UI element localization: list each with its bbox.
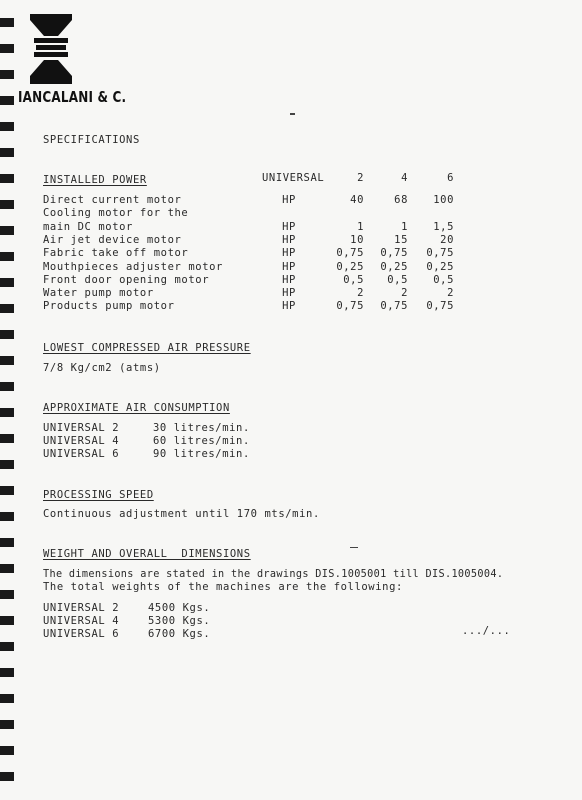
air-pressure-value: 7/8 Kg/cm2 (atms) [43, 362, 161, 374]
power-row-value-4: 68 [394, 194, 408, 206]
binder-hole-mark [0, 174, 14, 183]
processing-speed-value: Continuous adjustment until 170 mts/min. [43, 508, 320, 520]
power-row-label: Mouthpieces adjuster motor [43, 261, 223, 273]
company-name: IANCALANI & C. [18, 88, 127, 106]
power-row-value-4: 0,75 [380, 247, 408, 259]
binder-hole-mark [0, 18, 14, 27]
weight-line-1: The dimensions are stated in the drawings DIS.1005001 till DIS.1005004. [43, 569, 504, 580]
power-row-value-6: 20 [440, 234, 454, 246]
page-heading: SPECIFICATIONS [43, 134, 140, 146]
power-row-label: Water pump motor [43, 287, 154, 299]
power-row-unit: HP [282, 194, 296, 206]
weight-model: UNIVERSAL 2 [43, 602, 120, 614]
column-header-4: 4 [401, 172, 408, 184]
air-pressure-title: LOWEST COMPRESSED AIR PRESSURE [43, 342, 251, 354]
binder-hole-mark [0, 512, 14, 521]
binder-hole-mark [0, 304, 14, 313]
binder-hole-mark [0, 122, 14, 131]
binder-hole-mark [0, 200, 14, 209]
weight-title: WEIGHT AND OVERALL DIMENSIONS [43, 548, 251, 560]
weight-value: 5300 Kgs. [148, 615, 211, 627]
power-row-value-2: 0,75 [336, 300, 364, 312]
power-row-value-6: 2 [447, 287, 454, 299]
power-row-label: Air jet device motor [43, 234, 182, 246]
scan-mark [290, 113, 295, 115]
binder-hole-mark [0, 252, 14, 261]
consumption-value: 90 litres/min. [153, 448, 250, 460]
power-row-value-4: 15 [394, 234, 408, 246]
weight-line-2: The total weights of the machines are the following: [43, 581, 403, 593]
column-header-universal: UNIVERSAL [262, 172, 325, 184]
power-row-value-2: 40 [350, 194, 364, 206]
air-consumption-title: APPROXIMATE AIR CONSUMPTION [43, 402, 230, 414]
consumption-value: 60 litres/min. [153, 435, 250, 447]
consumption-value: 30 litres/min. [153, 422, 250, 434]
binder-hole-mark [0, 408, 14, 417]
power-row-unit: HP [282, 221, 296, 233]
power-row-unit: HP [282, 234, 296, 246]
power-row-value-6: 0,5 [433, 274, 454, 286]
binder-hole-mark [0, 460, 14, 469]
power-row-unit: HP [282, 261, 296, 273]
binder-hole-mark [0, 356, 14, 365]
power-row-value-6: 0,75 [426, 247, 454, 259]
column-header-6: 6 [447, 172, 454, 184]
binder-hole-mark [0, 330, 14, 339]
power-row-unit: HP [282, 287, 296, 299]
binder-hole-mark [0, 772, 14, 781]
binder-hole-mark [0, 694, 14, 703]
power-row-value-4: 1 [401, 221, 408, 233]
power-row-label: Cooling motor for the [43, 207, 189, 219]
binder-hole-mark [0, 226, 14, 235]
processing-speed-title: PROCESSING SPEED [43, 489, 154, 501]
power-row-label: Front door opening motor [43, 274, 210, 286]
binder-hole-mark [0, 642, 14, 651]
binder-hole-mark [0, 96, 14, 105]
company-logo [28, 10, 74, 88]
power-row-value-6: 0,75 [426, 300, 454, 312]
weight-value: 4500 Kgs. [148, 602, 211, 614]
weight-model: UNIVERSAL 4 [43, 615, 120, 627]
weight-value: 6700 Kgs. [148, 628, 211, 640]
power-row-value-6: 1,5 [433, 221, 454, 233]
binder-hole-mark [0, 590, 14, 599]
power-row-value-6: 0,25 [426, 261, 454, 273]
binder-hole-mark [0, 720, 14, 729]
power-row-value-2: 10 [350, 234, 364, 246]
binder-hole-mark [0, 382, 14, 391]
binder-hole-mark [0, 616, 14, 625]
consumption-model: UNIVERSAL 6 [43, 448, 120, 460]
binder-hole-mark [0, 746, 14, 755]
power-row-value-2: 0,5 [343, 274, 364, 286]
column-header-2: 2 [357, 172, 364, 184]
power-row-value-4: 2 [401, 287, 408, 299]
power-row-unit: HP [282, 247, 296, 259]
power-row-value-4: 0,5 [387, 274, 408, 286]
binder-hole-mark [0, 70, 14, 79]
power-row-label: Fabric take off motor [43, 247, 189, 259]
power-row-value-4: 0,25 [380, 261, 408, 273]
power-row-value-2: 0,75 [336, 247, 364, 259]
binder-hole-mark [0, 564, 14, 573]
power-row-value-6: 100 [433, 194, 454, 206]
consumption-model: UNIVERSAL 2 [43, 422, 120, 434]
binder-hole-mark [0, 434, 14, 443]
weight-model: UNIVERSAL 6 [43, 628, 120, 640]
installed-power-title: INSTALLED POWER [43, 174, 147, 186]
consumption-model: UNIVERSAL 4 [43, 435, 120, 447]
binder-hole-mark [0, 278, 14, 287]
power-row-label: Direct current motor [43, 194, 182, 206]
power-row-unit: HP [282, 300, 296, 312]
binder-hole-mark [0, 486, 14, 495]
scan-mark [350, 547, 358, 548]
power-row-label: main DC motor [43, 221, 133, 233]
power-row-value-2: 1 [357, 221, 364, 233]
continuation-mark: .../... [462, 625, 511, 637]
power-row-value-2: 0,25 [336, 261, 364, 273]
binder-hole-mark [0, 538, 14, 547]
binder-hole-mark [0, 668, 14, 677]
binder-hole-mark [0, 44, 14, 53]
power-row-label: Products pump motor [43, 300, 175, 312]
power-row-value-4: 0,75 [380, 300, 408, 312]
power-row-unit: HP [282, 274, 296, 286]
power-row-value-2: 2 [357, 287, 364, 299]
binder-hole-mark [0, 148, 14, 157]
